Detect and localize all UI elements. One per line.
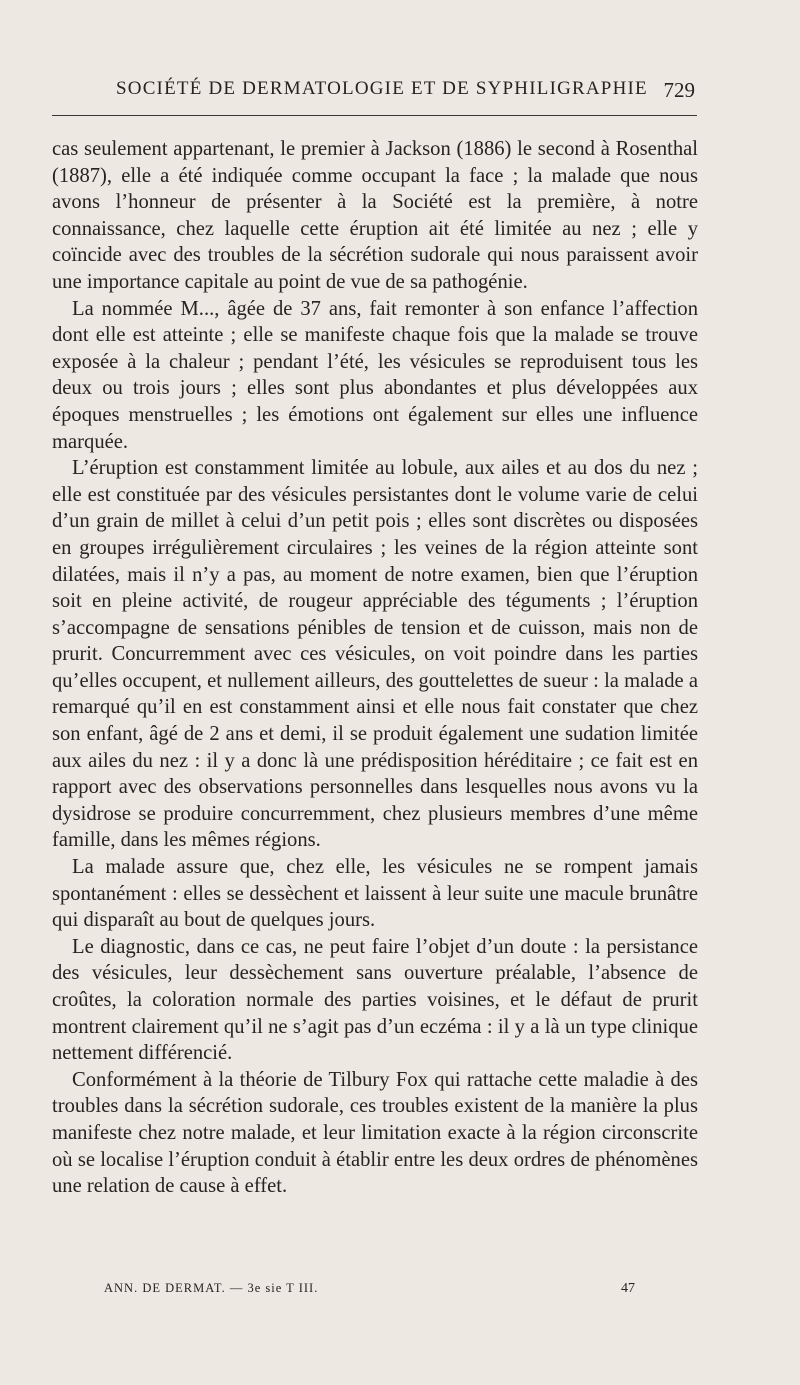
sheet-number: 47 — [621, 1281, 635, 1296]
paragraph-vesicle-evolution: La malade assure que, chez elle, les vésicules ne se rompent jamais spontanément : elles se dessèchent et laissent à leur suite une macule brunâtre qui disparaît au bout de quelques jours. — [52, 856, 698, 932]
paragraph-continuation: cas seulement appartenant, le premier à Jackson (1886) le second à Rosenthal (1887), elle a été indiquée comme occupant la face ; la malade que nous avons l’honneur de présenter à la Société est la première, à notre connaissance, chez laquelle cette éruption ait été limitée au nez ; elle y coïncide avec des troubles de la sécrétion sudorale qui nous paraissent avoir une importance capitale au point de vue de sa pathogénie. — [52, 138, 698, 293]
paragraph-theory: Conformément à la théorie de Tilbury Fox qui rattache cette maladie à des troubles dans la sécrétion sudorale, ces troubles existent de la manière la plus manifeste chez notre malade, et leur limitation exacte à la région circonscrite où se localise l’éruption conduit à établir entre les deux ordres de phénomènes une relation de cause à effet. — [52, 1068, 698, 1198]
header-rule — [52, 115, 697, 116]
paragraph-eruption-description: L’éruption est constamment limitée au lobule, aux ailes et au dos du nez ; elle est constituée par des vésicules persistantes dont le volume varie de celui d’un grain de millet à celui d’un petit pois ; elles sont discrètes ou disposées en groupes irrégulièrement circulaires ; les veines de la région atteinte sont dilatées, mais il n’y a pas, au moment de notre examen, bien que l’éruption soit en pleine activité, de rougeur appréciable des téguments ; l’éruption s’accompagne de sensations pénibles de tension et de cuisson, mais non de prurit. Concurremment avec ces vésicules, on voit poindre dans les parties qu’elles occupent, et nullement ailleurs, des gouttelettes de sueur : la malade a remarqué qu’il en est constamment ainsi et elle nous fait constater que chez son enfant, âgé de 2 ans et demi, il se produit également une sudation limitée aux ailes du nez : il y a donc là une prédisposition héréditaire ; ce fait est en rapport avec des observations personnelles dans lesquelles nous avons vu la dysidrose se produire concurremment, chez plusieurs membres d’une même famille, dans les mêmes régions. — [52, 457, 698, 852]
printer-signature: ANN. DE DERMAT. — 3e sie T III. — [104, 1281, 319, 1295]
paragraph-patient-history: La nommée M..., âgée de 37 ans, fait remonter à son enfance l’affection dont elle est atteinte ; elle se manifeste chaque fois que la malade se trouve exposée à la chaleur ; pendant l’été, les vésicules se reproduisent tous les deux ou trois jours ; elles sont plus abondantes et plus développées aux époques menstruelles ; les émotions ont également sur elles une influence marquée. — [52, 297, 698, 453]
page-number: 729 — [663, 78, 695, 102]
body-text — [52, 136, 698, 1200]
page-header — [52, 76, 697, 106]
running-head: SOCIÉTÉ DE DERMATOLOGIE ET DE SYPHILIGRAPHIE — [116, 78, 648, 99]
paragraph-diagnosis: Le diagnostic, dans ce cas, ne peut faire l’objet d’un doute : la persistance des vésicules, leur dessèchement sans ouverture préalable, l’absence de croûtes, la coloration normale des parties voisines, et le défaut de prurit montrent clairement qu’il ne s’agit pas d’un eczéma : il y a là un type clinique nettement différencié. — [52, 935, 698, 1065]
page-footer — [104, 1281, 664, 1301]
